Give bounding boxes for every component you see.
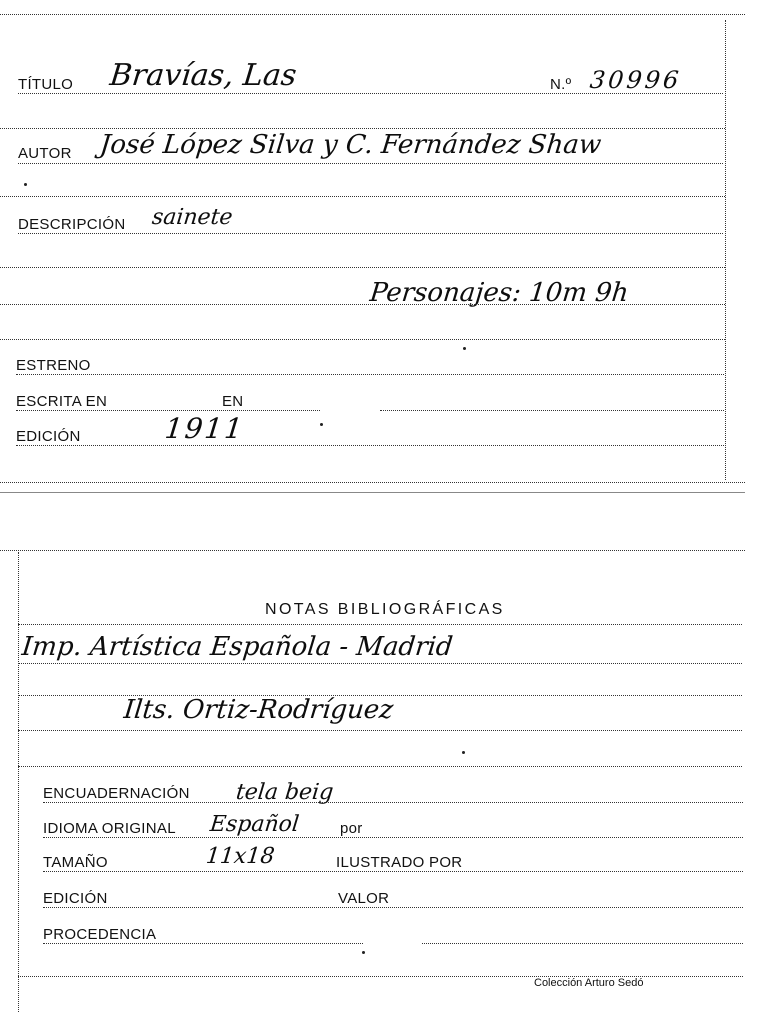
rule-8 bbox=[0, 339, 725, 340]
procedencia-label: PROCEDENCIA bbox=[43, 926, 157, 943]
personajes-value: Personajes: 10m 9h bbox=[368, 278, 631, 308]
edicion-bottom-rule bbox=[43, 907, 743, 908]
card-top-bottom-edge bbox=[0, 482, 745, 483]
edicion-rule bbox=[16, 445, 724, 446]
escrita-rule-left bbox=[16, 410, 320, 411]
catalog-card-top bbox=[0, 0, 759, 495]
speck bbox=[24, 183, 27, 186]
estreno-rule bbox=[16, 374, 724, 375]
descripcion-label: DESCRIPCIÓN bbox=[18, 216, 126, 233]
descripcion-rule bbox=[18, 233, 723, 234]
autor-rule bbox=[18, 163, 723, 164]
encuadernacion-rule bbox=[43, 802, 743, 803]
titulo-rule bbox=[18, 93, 723, 94]
rule-4 bbox=[0, 196, 725, 197]
rule-2 bbox=[0, 128, 725, 129]
estreno-label: ESTRENO bbox=[16, 357, 91, 374]
rule-6 bbox=[0, 267, 725, 268]
card-right-edge bbox=[725, 20, 726, 480]
idioma-rule bbox=[43, 837, 743, 838]
speck bbox=[463, 347, 466, 350]
speck bbox=[320, 423, 323, 426]
titulo-value: Bravías, Las bbox=[108, 58, 299, 93]
titulo-label: TÍTULO bbox=[18, 76, 74, 93]
note-line-2: Ilts. Ortiz-Rodríguez bbox=[122, 695, 395, 725]
autor-label: AUTOR bbox=[18, 145, 72, 162]
edicion-bottom-label: EDICIÓN bbox=[43, 890, 108, 907]
card-left-edge bbox=[18, 552, 19, 1012]
note-rule-4 bbox=[18, 766, 742, 767]
speck bbox=[362, 951, 365, 954]
numero-value: 30996 bbox=[588, 66, 683, 94]
valor-label: VALOR bbox=[338, 890, 390, 907]
edicion-value: 1911 bbox=[163, 412, 246, 445]
por-label: por bbox=[340, 820, 363, 837]
procedencia-rule-left bbox=[43, 943, 363, 944]
note-rule-3 bbox=[18, 730, 742, 731]
idioma-label: IDIOMA ORIGINAL bbox=[43, 820, 176, 837]
autor-value: José López Silva y C. Fernández Shaw bbox=[98, 130, 603, 160]
catalog-card-bottom bbox=[0, 540, 759, 1028]
speck bbox=[462, 751, 465, 754]
notas-rule bbox=[18, 624, 742, 625]
procedencia-rule-right bbox=[422, 943, 743, 944]
en-label: EN bbox=[222, 393, 244, 410]
card-separator bbox=[0, 492, 745, 493]
escrita-rule-right bbox=[380, 410, 724, 411]
idioma-value: Español bbox=[208, 812, 301, 837]
collection-credit: Colección Arturo Sedó bbox=[534, 977, 644, 989]
edicion-label: EDICIÓN bbox=[16, 428, 81, 445]
descripcion-value: sainete bbox=[150, 205, 234, 230]
encuadernacion-value: tela beig bbox=[234, 780, 335, 805]
tamano-label: TAMAÑO bbox=[43, 854, 108, 871]
tamano-value: 11x18 bbox=[204, 844, 276, 869]
encuadernacion-label: ENCUADERNACIÓN bbox=[43, 785, 190, 802]
tamano-rule bbox=[43, 871, 743, 872]
rule-7 bbox=[0, 304, 725, 305]
card-bottom-top-edge bbox=[0, 550, 745, 551]
escrita-en-label: ESCRITA EN bbox=[16, 393, 108, 410]
numero-label: N.º bbox=[550, 76, 572, 93]
card-top-edge bbox=[0, 14, 745, 15]
notas-heading: NOTAS BIBLIOGRÁFICAS bbox=[265, 601, 505, 618]
ilustrado-label: ILUSTRADO POR bbox=[336, 854, 463, 871]
note-line-1: Imp. Artística Española - Madrid bbox=[20, 632, 455, 662]
note-rule-1 bbox=[18, 663, 742, 664]
